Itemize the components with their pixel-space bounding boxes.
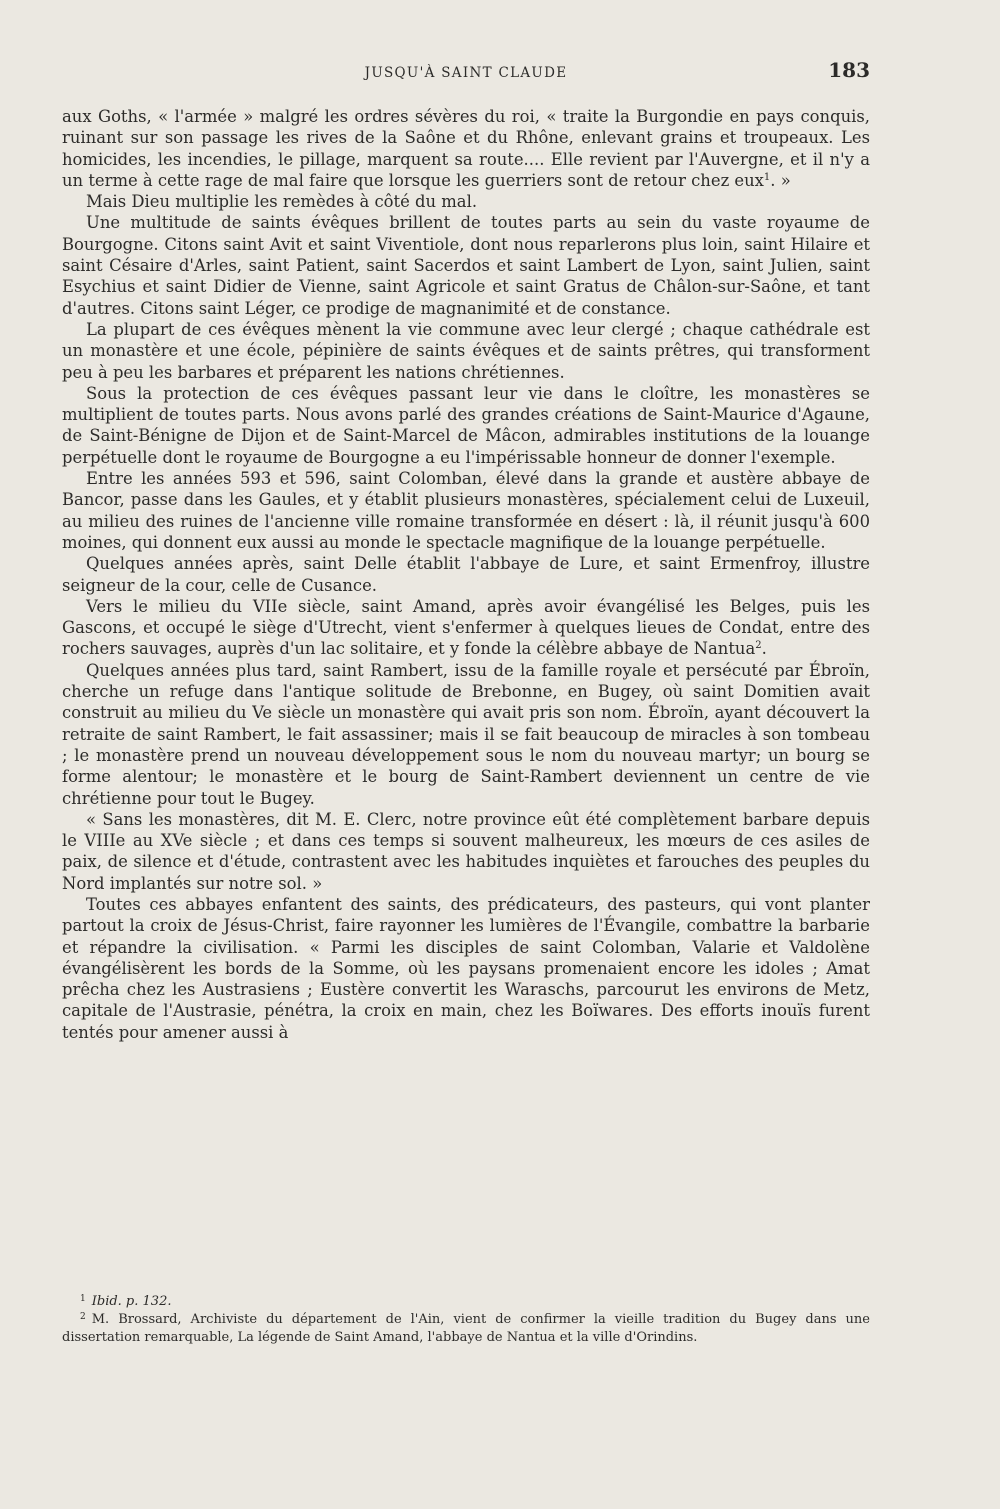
paragraph: Toutes ces abbayes enfantent des saints, des prédicateurs, des pasteurs, qui vont planter partout la croix de Jésus-Christ, faire rayonner les lumières de l'Évangile, combattre la barbarie et répandre la civilisation. « Parmi les disciples de saint Colomban, Valarie et Valdolène évangélisèrent les bords de la Somme, où les paysans promenaient encore les idoles ; Amat prêcha chez les Austrasiens ; Eustère convertit les Waraschs, parcourut les environs de Metz, capitale de l'Austrasie, pénétra, la croix en main, chez les Boïwares. Des efforts inouïs furent tentés pour amener aussi à <box>62 894 870 1042</box>
page-number: 183 <box>828 58 870 82</box>
paragraph-text-end: . <box>761 639 767 659</box>
paragraph: Quelques années après, saint Delle établit l'abbaye de Lure, et saint Ermenfroy, illustre seigneur de la cour, celle de Cusance. <box>62 554 870 595</box>
paragraph: « Sans les monastères, dit M. E. Clerc, notre province eût été complètement barbare depuis le VIIIe au XVe siècle ; et dans ces temps si souvent malheureux, les mœurs de ces asiles de paix, de silence et d'étude, contrastent avec les habitudes inquiètes et farouches des peuples du Nord implantés sur notre sol. » <box>62 809 870 893</box>
footnote-text: M. Brossard, Archiviste du département de l'Ain, vient de confirmer la vieille tradition du Bugey dans une dissertation remarquable, La légende de Saint Amand, l'abbaye de Nantua et la ville d'Orindins. <box>62 1312 870 1345</box>
paragraph: La plupart de ces évêques mènent la vie commune avec leur clergé ; chaque cathédrale est un monastère et une école, pépinière de saints évêques et de saints prêtres, qui transforment peu à peu les barbares et préparent les nations chrétiennes. <box>62 319 870 382</box>
page-header <box>62 58 870 88</box>
body-text <box>62 106 870 1043</box>
paragraph-text-end: . » <box>770 170 791 190</box>
paragraph: Sous la protection de ces évêques passant leur vie dans le cloître, les monastères se multiplient de toutes parts. Nous avons parlé des grandes créations de Saint-Maurice d'Agaune, de Saint-Bénigne de Dijon et de Saint-Marcel de Mâcon, admirables institutions de la louange perpétuelle dont le royaume de Bourgogne a eu l'impérissable honneur de donner l'exemple. <box>62 383 870 467</box>
paragraph-text: aux Goths, « l'armée » malgré les ordres sévères du roi, « traite la Burgondie en pays conquis, ruinant sur son passage les rives de la Saône et du Rhône, enlevant grains et troupeaux. Les homicides, les incendies, le pillage, marquent sa route.... Elle revient par l'Auvergne, et il n'y a un terme à cette rage de mal faire que lorsque les guerriers sont de retour chez eux <box>62 107 870 190</box>
footnote-ref: 2 <box>755 640 762 652</box>
paragraph: Entre les années 593 et 596, saint Colomban, élevé dans la grande et austère abbaye de Bancor, passe dans les Gaules, et y établit plusieurs monastères, spécialement celui de Luxeuil, au milieu des ruines de l'ancienne ville romaine transformée en désert : là, il réunit jusqu'à 600 moines, qui donnent eux aussi au monde le spectacle magnifique de la louange perpétuelle. <box>62 469 870 552</box>
footnote-text: Ibid. p. 132. <box>91 1294 172 1309</box>
paragraph-text: Vers le milieu du VIIe siècle, saint Amand, après avoir évangélisé les Belges, puis les Gascons, et occupé le siège d'Utrecht, vient s'enfermer à quelques lieues de Condat, entre des rochers sauvages, auprès d'un lac solitaire, et y fonde la célèbre abbaye de Nantua <box>62 596 870 659</box>
running-head: JUSQU'À SAINT CLAUDE <box>364 65 568 81</box>
footnote-mark: 2 <box>80 1312 86 1322</box>
footnotes <box>62 1293 870 1347</box>
footnote-mark: 1 <box>80 1294 86 1304</box>
paragraph <box>62 596 870 660</box>
paragraph: Quelques années plus tard, saint Rambert, issu de la famille royale et persécuté par Ébroïn, cherche un refuge dans l'antique solitude de Brebonne, en Bugey, où saint Domitien avait construit au milieu du Ve siècle un monastère qui avait pris son nom. Ébroïn, ayant découvert la retraite de saint Rambert, le fait assassiner; mais il se fait beaucoup de miracles à son tombeau ; le monastère prend un nouveau développement sous le nom du nouveau martyr; un bourg se forme alentour; le monastère et le bourg de Saint-Rambert deviennent un centre de vie chrétienne pour tout le Bugey. <box>62 660 870 808</box>
footnote <box>62 1311 870 1347</box>
paragraph <box>62 106 870 191</box>
footnote-ref: 1 <box>763 171 771 183</box>
footnote <box>62 1293 870 1311</box>
paragraph: Mais Dieu multiplie les remèdes à côté du mal. <box>86 192 478 212</box>
paragraph: Une multitude de saints évêques brillent de toutes parts au sein du vaste royaume de Bourgogne. Citons saint Avit et saint Viventiole, dont nous reparlerons plus loin, saint Hilaire et saint Césaire d'Arles, saint Patient, saint Sacerdos et saint Lambert de Lyon, saint Julien, saint Esychius et saint Didier de Vienne, saint Agricole et saint Gratus de Châlon-sur-Saône, et tant d'autres. Citons saint Léger, ce prodige de magnanimité et de constance. <box>62 213 870 318</box>
